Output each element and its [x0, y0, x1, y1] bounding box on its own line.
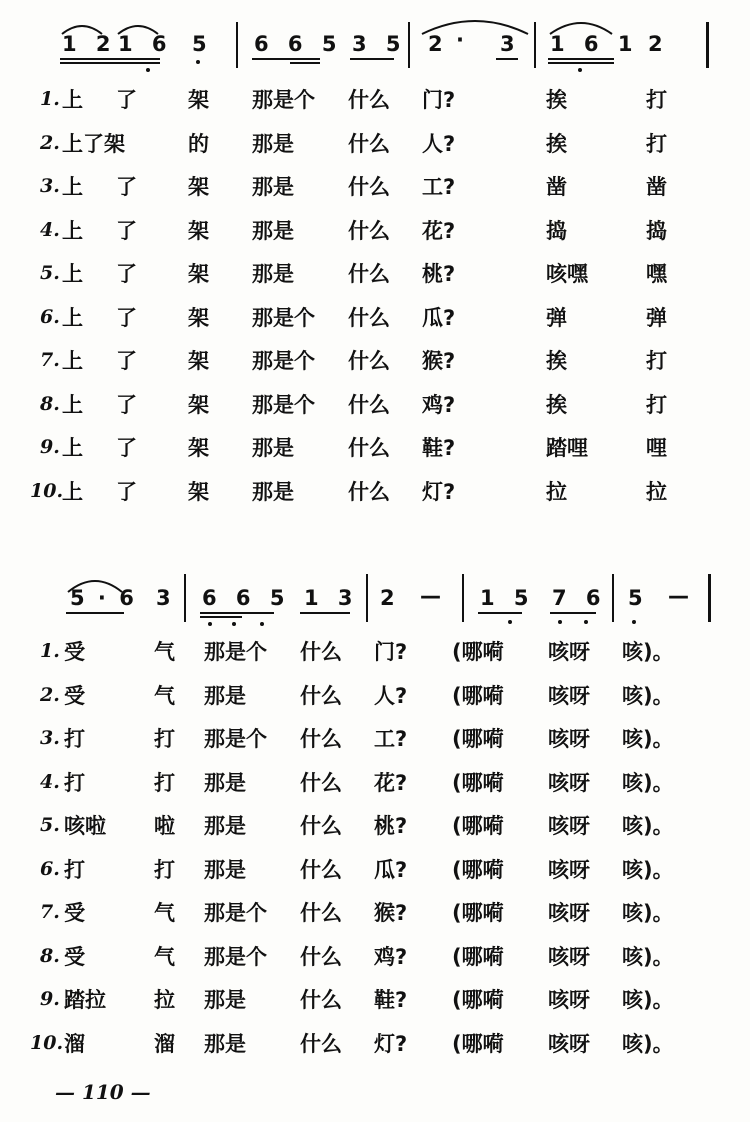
beam-line — [548, 62, 614, 64]
lyric-syllable: 那是 — [252, 131, 294, 156]
lyric-syllable: 架 — [188, 88, 209, 112]
lyric-syllable: 溜 — [64, 1031, 85, 1056]
lyric-syllable: 那是 — [252, 436, 294, 460]
lyric-syllable: 桃? — [422, 262, 456, 286]
dash-mark: — — [420, 584, 447, 608]
lyric-syllable: 上 — [62, 262, 83, 286]
lyric-syllable: 受 — [64, 683, 85, 708]
lyric-syllable: 什么 — [300, 1031, 342, 1056]
lyric-syllable: 了 — [116, 479, 137, 504]
lyric-syllable: 弹 — [646, 305, 667, 330]
beam-line — [550, 612, 596, 614]
note-group: 1 5 — [480, 586, 535, 610]
lyric-syllable: 架 — [188, 175, 209, 199]
lyric-syllable: 了 — [116, 175, 137, 199]
lyric-syllable: 桃? — [374, 814, 408, 838]
lyric-syllable: 什么 — [348, 218, 390, 243]
lyric-syllable: 哩 — [646, 436, 667, 460]
lyric-syllable: 什么 — [348, 479, 390, 504]
lyric-syllable: 踏拉 — [64, 988, 106, 1012]
note-group: 5 — [628, 586, 649, 610]
lyric-syllable: (哪嗬 — [452, 901, 504, 925]
lyric-syllable: 那是 — [204, 770, 246, 795]
lyric-syllable: 那是 — [252, 262, 294, 286]
lyric-syllable: 凿 — [546, 175, 567, 199]
lyric-syllable: 猴? — [422, 349, 456, 373]
lyric-syllable: 咳呀 — [548, 857, 590, 882]
lyric-syllable: (哪嗬 — [452, 988, 504, 1012]
lyric-syllable: 那是 — [204, 857, 246, 882]
note-group: 3 — [500, 32, 521, 56]
lyric-syllable: 那是 — [204, 988, 246, 1012]
lyric-row — [0, 939, 750, 979]
lyric-syllable: 门? — [422, 88, 456, 112]
lyric-syllable: 咳呀 — [548, 640, 590, 664]
note-group: 2 — [648, 32, 669, 56]
beam-line — [290, 62, 320, 64]
lyric-syllable: 架 — [188, 479, 209, 504]
verse-number: 7. — [40, 349, 60, 371]
lyric-syllable: 门? — [374, 640, 408, 664]
lyric-syllable: 那是个 — [204, 640, 267, 664]
lyric-syllable: 拉 — [154, 988, 175, 1012]
lyric-syllable: 那是 — [204, 683, 246, 708]
lyric-syllable: 架 — [188, 349, 209, 373]
lyric-syllable: 瓜? — [374, 857, 408, 882]
verse-number: 6. — [40, 857, 60, 880]
lyric-syllable: 了 — [116, 436, 137, 460]
octave-dot — [208, 622, 212, 626]
lyric-syllable: 什么 — [348, 262, 390, 286]
lyric-syllable: 花? — [422, 218, 456, 243]
octave-dot — [232, 622, 236, 626]
barline — [236, 22, 238, 68]
verse-number: 2. — [40, 683, 60, 706]
beam-line — [252, 58, 320, 60]
lyric-syllable: 工? — [422, 175, 456, 199]
octave-dot — [584, 620, 588, 624]
barline — [366, 574, 368, 622]
lyric-syllable: 那是个 — [252, 392, 315, 417]
note-group: 1 3 — [304, 586, 359, 610]
beam-line — [200, 616, 242, 618]
verse-number: 5. — [40, 814, 60, 836]
lyric-syllable: 什么 — [300, 683, 342, 708]
lyric-syllable: 上 — [62, 392, 83, 417]
lyric-row — [0, 300, 750, 340]
lyric-syllable: 咳)。 — [622, 901, 674, 925]
lyric-syllable: 咳)。 — [622, 857, 674, 882]
lyric-row — [0, 982, 750, 1022]
lyric-syllable: 那是个 — [204, 727, 267, 751]
octave-dot — [196, 60, 200, 64]
lyric-syllable: 上 — [62, 349, 83, 373]
lyric-syllable: (哪嗬 — [452, 770, 504, 795]
lyric-syllable: 打 — [64, 727, 85, 751]
lyric-row — [0, 895, 750, 935]
lyric-row — [0, 213, 750, 253]
lyric-syllable: 咳呀 — [548, 770, 590, 795]
lyric-syllable: 咳呀 — [548, 814, 590, 838]
lyric-row — [0, 387, 750, 427]
barline — [612, 574, 614, 622]
beam-line — [60, 58, 160, 60]
lyric-row — [0, 808, 750, 848]
lyric-syllable: 什么 — [300, 944, 342, 969]
lyric-syllable: 打 — [646, 392, 667, 417]
lyric-syllable: 上 — [62, 218, 83, 243]
lyric-syllable: 受 — [64, 944, 85, 969]
lyric-syllable: 咳)。 — [622, 814, 674, 838]
barline — [534, 22, 536, 68]
lyric-syllable: 人? — [422, 131, 456, 156]
note-group: 7 6 — [552, 586, 607, 610]
verse-number: 3. — [40, 727, 60, 749]
lyric-syllable: 什么 — [348, 392, 390, 417]
lyric-syllable: 什么 — [300, 988, 342, 1012]
lyric-syllable: 什么 — [348, 436, 390, 460]
lyric-syllable: 气 — [154, 683, 175, 708]
lyric-syllable: (哪嗬 — [452, 1031, 504, 1056]
lyric-syllable: 咳呀 — [548, 901, 590, 925]
lyric-syllable: 上 — [62, 479, 83, 504]
lyric-syllable: (哪嗬 — [452, 683, 504, 708]
lyric-syllable: 气 — [154, 944, 175, 969]
lyric-syllable: 那是 — [204, 1031, 246, 1056]
lyric-syllable: 了 — [116, 392, 137, 417]
lyric-syllable: 咳)。 — [622, 988, 674, 1012]
lyric-syllable: 花? — [374, 770, 408, 795]
lyric-syllable: 了 — [116, 218, 137, 243]
lyric-syllable: 架 — [188, 436, 209, 460]
lyric-syllable: 那是 — [252, 479, 294, 504]
lyric-syllable: 猴? — [374, 901, 408, 925]
octave-dot — [146, 68, 150, 72]
lyric-syllable: 了 — [116, 349, 137, 373]
lyric-syllable: (哪嗬 — [452, 814, 504, 838]
note-group: 1 6 1 — [550, 32, 639, 56]
lyric-syllable: 打 — [646, 131, 667, 156]
lyric-syllable: 打 — [646, 88, 667, 112]
beam-line — [66, 612, 124, 614]
lyric-syllable: 那是个 — [204, 901, 267, 925]
lyric-syllable: 架 — [188, 305, 209, 330]
lyric-syllable: 什么 — [300, 901, 342, 925]
beam-line — [350, 58, 394, 60]
notation-line-1 — [0, 0, 750, 80]
lyric-syllable: 灯? — [374, 1031, 408, 1056]
lyric-syllable: 挨 — [546, 88, 567, 112]
verse-number: 7. — [40, 901, 60, 923]
note-group: 5 · 6 — [70, 586, 137, 610]
lyric-syllable: 了 — [116, 262, 137, 286]
lyric-syllable: 受 — [64, 901, 85, 925]
dash-mark: — — [668, 584, 695, 608]
lyric-syllable: 咳呀 — [548, 1031, 590, 1056]
lyric-syllable: 什么 — [300, 770, 342, 795]
beam-line — [60, 62, 160, 64]
lyric-syllable: 咳呀 — [548, 683, 590, 708]
lyric-syllable: 灯? — [422, 479, 456, 504]
lyric-syllable: 气 — [154, 901, 175, 925]
lyric-syllable: 上 — [62, 305, 83, 330]
verse-number: 4. — [40, 770, 60, 793]
lyric-row — [0, 852, 750, 892]
lyric-syllable: 上 — [62, 436, 83, 460]
lyric-syllable: 挨 — [546, 131, 567, 156]
lyric-syllable: 咳)。 — [622, 640, 674, 664]
lyric-syllable: 那是 — [204, 814, 246, 838]
lyric-syllable: 那是个 — [204, 944, 267, 969]
lyric-syllable: 打 — [64, 770, 85, 795]
lyric-syllable: 什么 — [348, 349, 390, 373]
verse-number: 2. — [40, 131, 60, 154]
lyric-syllable: 什么 — [300, 857, 342, 882]
octave-dot — [558, 620, 562, 624]
octave-dot — [508, 620, 512, 624]
lyric-syllable: 架 — [188, 218, 209, 243]
lyric-syllable: 那是 — [252, 218, 294, 243]
beam-line — [496, 58, 518, 60]
lyric-syllable: 那是个 — [252, 349, 315, 373]
lyric-syllable: 工? — [374, 727, 408, 751]
dot-mark: · — [456, 28, 470, 52]
lyric-syllable: 什么 — [348, 88, 390, 112]
note-group: 3 — [156, 586, 177, 610]
verse-number: 3. — [40, 175, 60, 197]
lyric-syllable: 打 — [646, 349, 667, 373]
lyric-syllable: 鞋? — [422, 436, 456, 460]
verse-number: 8. — [40, 944, 60, 967]
verse-number: 5. — [40, 262, 60, 284]
barline — [184, 574, 186, 622]
lyric-row — [0, 1026, 750, 1066]
page-number: — 110 — — [55, 1080, 151, 1104]
lyric-syllable: 打 — [154, 770, 175, 795]
lyric-syllable: 咳呀 — [548, 727, 590, 751]
lyric-row — [0, 169, 750, 209]
lyric-syllable: 打 — [154, 857, 175, 882]
lyric-row — [0, 474, 750, 514]
lyric-syllable: 拉 — [646, 479, 667, 504]
verse-number: 4. — [40, 218, 60, 241]
note-group: 6 6 5 — [254, 32, 343, 56]
lyric-syllable: 什么 — [348, 131, 390, 156]
lyric-syllable: 什么 — [348, 175, 390, 199]
note-group: 3 5 — [352, 32, 407, 56]
octave-dot — [578, 68, 582, 72]
note-group: 5 — [192, 32, 213, 56]
lyric-syllable: 凿 — [646, 175, 667, 199]
lyric-syllable: 捣 — [646, 218, 667, 243]
lyric-syllable: 受 — [64, 640, 85, 664]
lyric-syllable: 上了架 — [62, 131, 125, 156]
lyric-syllable: 溜 — [154, 1031, 175, 1056]
lyric-row — [0, 765, 750, 805]
lyric-syllable: 咳呀 — [548, 944, 590, 969]
verse-number: 1. — [40, 88, 60, 110]
notation-line-2 — [0, 560, 750, 640]
lyric-syllable: 踏哩 — [546, 436, 588, 460]
verse-number: 10. — [30, 1031, 64, 1054]
verse-number: 1. — [40, 640, 60, 662]
lyric-row — [0, 343, 750, 383]
lyric-syllable: 咳)。 — [622, 1031, 674, 1056]
lyric-syllable: 鞋? — [374, 988, 408, 1012]
lyric-syllable: 咳)。 — [622, 944, 674, 969]
verse-number: 10. — [30, 479, 64, 502]
lyric-row — [0, 430, 750, 470]
lyric-syllable: 架 — [188, 392, 209, 417]
lyric-syllable: 的 — [188, 131, 209, 156]
lyric-syllable: (哪嗬 — [452, 944, 504, 969]
lyric-syllable: 了 — [116, 88, 137, 112]
barline — [706, 22, 709, 68]
verse-number: 9. — [40, 988, 60, 1010]
lyric-syllable: 咳)。 — [622, 683, 674, 708]
note-group: 6 6 5 — [202, 586, 291, 610]
lyric-syllable: 什么 — [300, 727, 342, 751]
note-group: 1 2 — [62, 32, 117, 56]
note-group: 1 6 — [118, 32, 173, 56]
lyric-row — [0, 678, 750, 718]
lyric-row — [0, 126, 750, 166]
lyric-row — [0, 634, 750, 674]
beam-line — [200, 612, 274, 614]
lyric-syllable: 啦 — [154, 814, 175, 838]
lyric-row — [0, 721, 750, 761]
lyric-syllable: 架 — [188, 262, 209, 286]
lyric-syllable: (哪嗬 — [452, 640, 504, 664]
barline — [708, 574, 711, 622]
lyric-syllable: 嘿 — [646, 262, 667, 286]
lyric-syllable: 那是个 — [252, 305, 315, 330]
lyric-syllable: (哪嗬 — [452, 857, 504, 882]
lyric-syllable: 挨 — [546, 349, 567, 373]
barline — [408, 22, 410, 68]
lyric-syllable: 了 — [116, 305, 137, 330]
lyric-syllable: 打 — [64, 857, 85, 882]
note-group: 2 — [380, 586, 401, 610]
lyric-syllable: 弹 — [546, 305, 567, 330]
beam-line — [548, 58, 614, 60]
lyric-syllable: 鸡? — [422, 392, 456, 417]
lyric-syllable: 咳)。 — [622, 770, 674, 795]
lyric-syllable: 什么 — [348, 305, 390, 330]
lyric-syllable: 什么 — [300, 640, 342, 664]
verse-number: 6. — [40, 305, 60, 328]
lyric-syllable: 拉 — [546, 479, 567, 504]
lyric-syllable: 咳啦 — [64, 814, 106, 838]
lyric-syllable: (哪嗬 — [452, 727, 504, 751]
lyric-syllable: 捣 — [546, 218, 567, 243]
note-group: 2 — [428, 32, 449, 56]
lyric-syllable: 上 — [62, 88, 83, 112]
verse-number: 9. — [40, 436, 60, 458]
lyric-row — [0, 256, 750, 296]
verse-number: 8. — [40, 392, 60, 415]
lyric-syllable: 那是个 — [252, 88, 315, 112]
lyric-syllable: 咳)。 — [622, 727, 674, 751]
lyric-syllable: 咳呀 — [548, 988, 590, 1012]
barline — [462, 574, 464, 622]
lyric-syllable: 人? — [374, 683, 408, 708]
lyric-syllable: 鸡? — [374, 944, 408, 969]
octave-dot — [632, 620, 636, 624]
lyric-syllable: 挨 — [546, 392, 567, 417]
lyric-syllable: 上 — [62, 175, 83, 199]
lyric-syllable: 咳嘿 — [546, 262, 588, 286]
lyric-row — [0, 82, 750, 122]
lyric-syllable: 那是 — [252, 175, 294, 199]
beam-line — [478, 612, 522, 614]
octave-dot — [260, 622, 264, 626]
lyric-syllable: 气 — [154, 640, 175, 664]
lyric-syllable: 什么 — [300, 814, 342, 838]
lyric-syllable: 打 — [154, 727, 175, 751]
lyric-syllable: 瓜? — [422, 305, 456, 330]
beam-line — [300, 612, 350, 614]
